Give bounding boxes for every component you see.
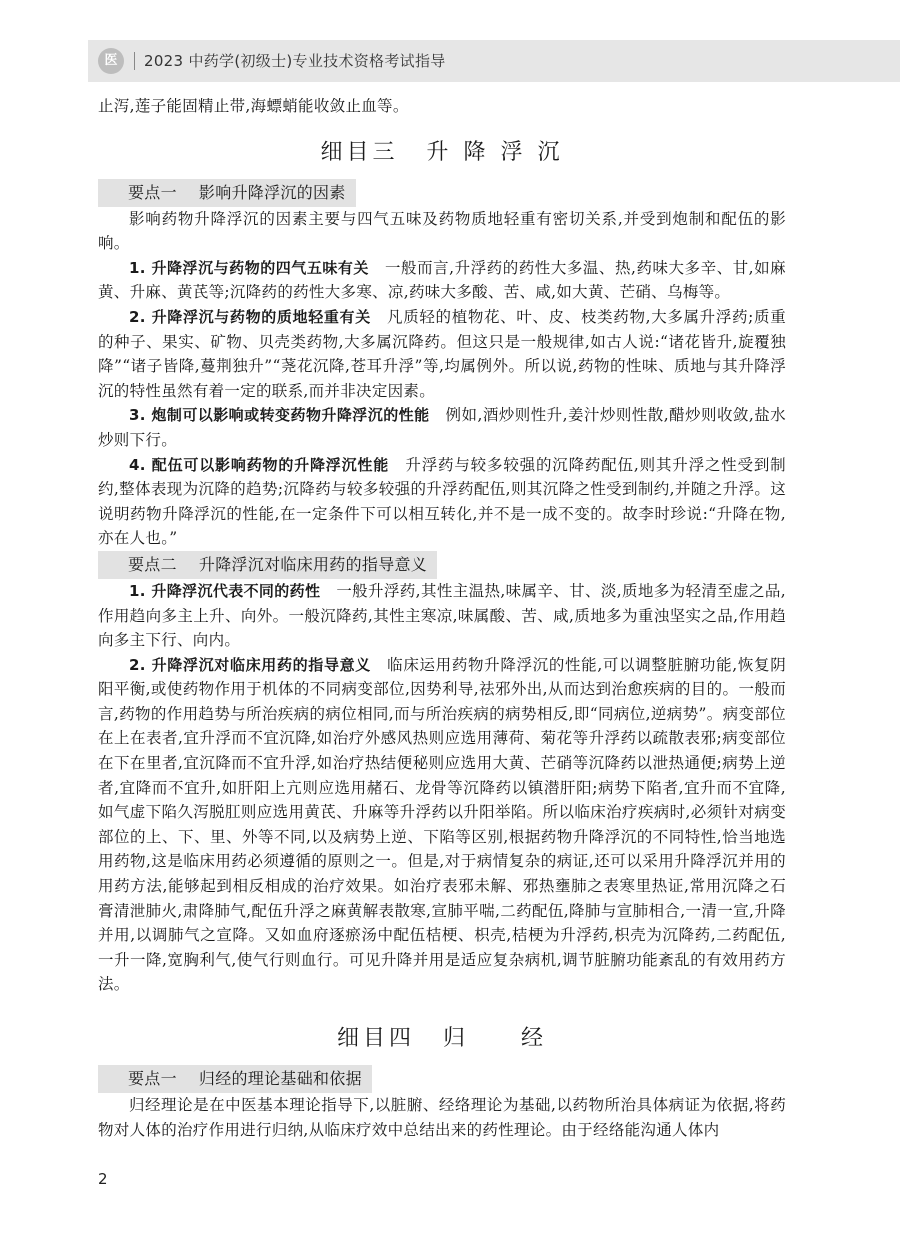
key-point-heading: 要点一 影响升降浮沉的因素 [98,179,786,207]
key-point-heading: 要点二 升降浮沉对临床用药的指导意义 [98,551,786,579]
key-point-heading: 要点一 归经的理论基础和依据 [98,1065,786,1093]
numbered-paragraph: 2. 升降浮沉与药物的质地轻重有关 凡质轻的植物花、叶、皮、枝类药物,大多属升浮药;质重的种子、果实、矿物、贝壳类药物,大多属沉降药。但这只是一般规律,如古人说:“诸花皆升,旋覆独降”“诸子皆降,蔓荆独升”“荛花沉降,苍耳升浮”等,均属例外。所以说,药物的性味、质地与其升降浮沉的特性虽然有着一定的联系,而并非决定因素。 [98,307,787,400]
header-divider [134,52,135,70]
numbered-paragraph: 1. 升降浮沉与药物的四气五味有关 一般而言,升浮药的药性大多温、热,药味大多辛、甘,如麻黄、升麻、黄芪等;沉降药的药性大多寒、凉,药味大多酸、苦、咸,如大黄、芒硝、乌梅等。 [98,258,786,302]
book-title: 2023 中药学(初级士)专业技术资格考试指导 [144,52,446,70]
section-title: 升 降 浮 沉 [426,139,564,165]
intro-paragraph: 止泻,莲子能固精止带,海螵蛸能收敛止血等。 [98,97,409,115]
paragraph: 归经理论是在中医基本理论指导下,以脏腑、经络理论为基础,以药物所治具体病证为依据,将药物对人体的治疗作用进行归纳,从临床疗效中总结出来的药性理论。由于经络能沟通人体内 [98,1096,786,1139]
numbered-paragraph: 1. 升降浮沉代表不同的药性 一般升浮药,其性主温热,味属辛、甘、淡,质地多为轻清至虚之品,作用趋向多主上升、向外。一般沉降药,其性主寒凉,味属酸、苦、咸,质地多为重浊坚实之品,作用趋向多主下行、向内。 [98,581,786,650]
numbered-paragraph: 3. 炮制可以影响或转变药物升降浮沉的性能 例如,酒炒则性升,姜汁炒则性散,醋炒则收敛,盐水炒则下行。 [98,406,786,449]
numbered-paragraph: 2. 升降浮沉对临床用药的指导意义 临床运用药物升降浮沉的性能,可以调整脏腑功能,恢复阴阳平衡,或使药物作用于机体的不同病变部位,因势利导,祛邪外出,从而达到治愈疾病的目的。一般而言,药物的作用趋势与所治疾病的病位相同,而与所治疾病的病势相反,即“同病位,逆病势”。病变部位在上在表者,宜升浮而不宜沉降,如治疗外感风热则应选用薄荷、菊花等升浮药以疏散表邪;病变部位在下在里者,宜沉降而不宜升浮,如治疗热结便秘则应选用大黄、芒硝等沉降药以泄热通便;病势上逆者,宜降而不宜升,如肝阳上亢则应选用赭石、龙骨等沉降药以镇潜肝阳;病势下陷者,宜升而不宜降,如气虚下陷久泻脱肛则应选用黄芪、升麻等升浮药以升阳举陷。所以临床治疗疾病时,必须针对病变部位的上、下、里、外等不同,以及病势上逆、下陷等区别,根据药物升降浮沉的不同特性,恰当地选用药物,这是临床用药必须遵循的原则之一。但是,对于病情复杂的病证,还可以采用升降浮沉并用的用药方法,能够起到相反相成的治疗效果。如治疗表邪未解、邪热壅肺之表寒里热证,常用沉降之石膏清泄肺火,肃降肺气,配伍升浮之麻黄解表散寒,宣肺平喘,二药配伍,降肺与宣肺相合,一清一宣,升降并用,以调肺气之宣降。又如血府逐瘀汤中配伍桔梗、枳壳,桔梗为升浮药,枳壳为沉降药,二药配伍,一升一降,宽胸利气,使气行则血行。可见升降并用是适应复杂病机,调节脏腑功能紊乱的有效用药方法。 [98,655,786,994]
section-number: 细目三 [320,139,399,165]
page-body [98,94,786,1142]
running-header [88,40,900,82]
numbered-paragraph: 4. 配伍可以影响药物的升降浮沉性能 升浮药与较多较强的沉降药配伍,则其升浮之性受到制约,整体表现为沉降的趋势;沉降药与较多较强的升浮药配伍,则其沉降之性受到制约,并随之升浮。这说明药物升降浮沉的性能,在一定条件下可以相互转化,并不是一成不变的。故李时珍说:“升降在物,亦在人也。” [98,455,786,548]
section-heading-3 [98,137,786,169]
page-number: 2 [98,1170,108,1188]
section-title: 归 经 [443,1026,548,1051]
publisher-logo-icon: 医 [98,48,124,74]
section-heading-4 [98,1023,786,1055]
section-number: 细目四 [336,1026,415,1051]
paragraph: 影响药物升降浮沉的因素主要与四气五味及药物质地轻重有密切关系,并受到炮制和配伍的影响。 [98,209,786,253]
